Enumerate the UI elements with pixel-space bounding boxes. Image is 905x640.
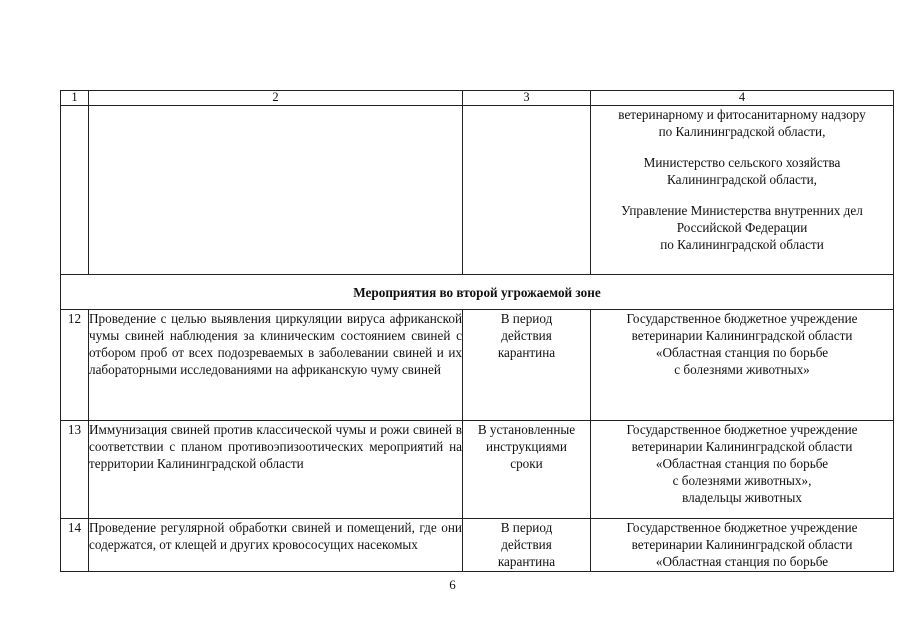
org-line: Российской Федерации xyxy=(676,220,808,235)
org-line: ветеринарному и фитосанитарному надзору xyxy=(618,107,866,122)
period-line: инструкциями xyxy=(486,439,567,454)
column-number-1: 1 xyxy=(61,91,89,106)
column-number-header xyxy=(61,91,894,106)
org-line: «Областная станция по борьбе xyxy=(655,554,829,569)
period-line: карантина xyxy=(497,345,556,360)
continuation-desc-cell xyxy=(89,106,463,275)
responsible-org-cell xyxy=(591,519,894,572)
section-title: Мероприятия во второй угрожаемой зоне xyxy=(61,275,894,310)
org-line: владельцы животных xyxy=(682,490,802,505)
table-row xyxy=(61,310,894,421)
measure-description: Иммунизация свиней против классической чумы и рожи свиней в соответствии с планом противоэпизоотических мероприятий на территории Калининградской области xyxy=(89,421,463,519)
org-paragraph xyxy=(591,154,893,188)
continuation-org-cell xyxy=(591,106,894,275)
measure-description: Проведение с целью выявления циркуляции вируса африканской чумы свиней наблюдения за клиническим состоянием свиней с отбором проб от всех подозреваемых в заболевании свиней и их лабораторными исследованиями на африканскую чуму свиней xyxy=(89,310,463,421)
org-line: по Калининградской области, xyxy=(658,124,826,139)
period-cell xyxy=(463,421,591,519)
org-line: «Областная станция по борьбе xyxy=(655,456,829,471)
row-number: 12 xyxy=(61,310,89,421)
org-line: Управление Министерства внутренних дел xyxy=(621,203,863,218)
table-row xyxy=(61,421,894,519)
section-header-row xyxy=(61,275,894,310)
period-line: сроки xyxy=(510,456,543,471)
org-line: с болезнями животных», xyxy=(672,473,812,488)
org-line: «Областная станция по борьбе xyxy=(655,345,829,360)
period-line: действия xyxy=(501,537,552,552)
org-line: ветеринарии Калининградской области xyxy=(631,328,853,343)
org-line: Министерство сельского хозяйства xyxy=(643,155,841,170)
period-cell xyxy=(463,519,591,572)
row-number: 13 xyxy=(61,421,89,519)
period-line: В период xyxy=(500,520,553,535)
responsible-org-cell xyxy=(591,421,894,519)
org-line: Государственное бюджетное учреждение xyxy=(626,520,858,535)
period-cell xyxy=(463,310,591,421)
org-line: Государственное бюджетное учреждение xyxy=(626,311,858,326)
period-line: карантина xyxy=(497,554,556,569)
continuation-num-cell xyxy=(61,106,89,275)
continuation-period-cell xyxy=(463,106,591,275)
column-number-2: 2 xyxy=(89,91,463,106)
org-line: ветеринарии Калининградской области xyxy=(631,439,853,454)
period-line: действия xyxy=(501,328,552,343)
org-paragraph xyxy=(591,202,893,253)
org-line: Государственное бюджетное учреждение xyxy=(626,422,858,437)
period-line: В установленные xyxy=(477,422,576,437)
measure-description: Проведение регулярной обработки свиней и помещений, где они содержатся, от клещей и других кровососущих насекомых xyxy=(89,519,463,572)
period-line: В период xyxy=(500,311,553,326)
page-number: 6 xyxy=(449,577,456,592)
responsible-org-cell xyxy=(591,310,894,421)
measures-table xyxy=(60,90,894,572)
row-number: 14 xyxy=(61,519,89,572)
org-line: по Калининградской области xyxy=(660,237,824,252)
column-number-3: 3 xyxy=(463,91,591,106)
org-paragraph xyxy=(591,106,893,140)
column-number-4: 4 xyxy=(591,91,894,106)
continuation-row xyxy=(61,106,894,275)
org-line: с болезнями животных» xyxy=(674,362,810,377)
table-row xyxy=(61,519,894,572)
org-line: ветеринарии Калининградской области xyxy=(631,537,853,552)
org-line: Калининградской области, xyxy=(667,172,817,187)
